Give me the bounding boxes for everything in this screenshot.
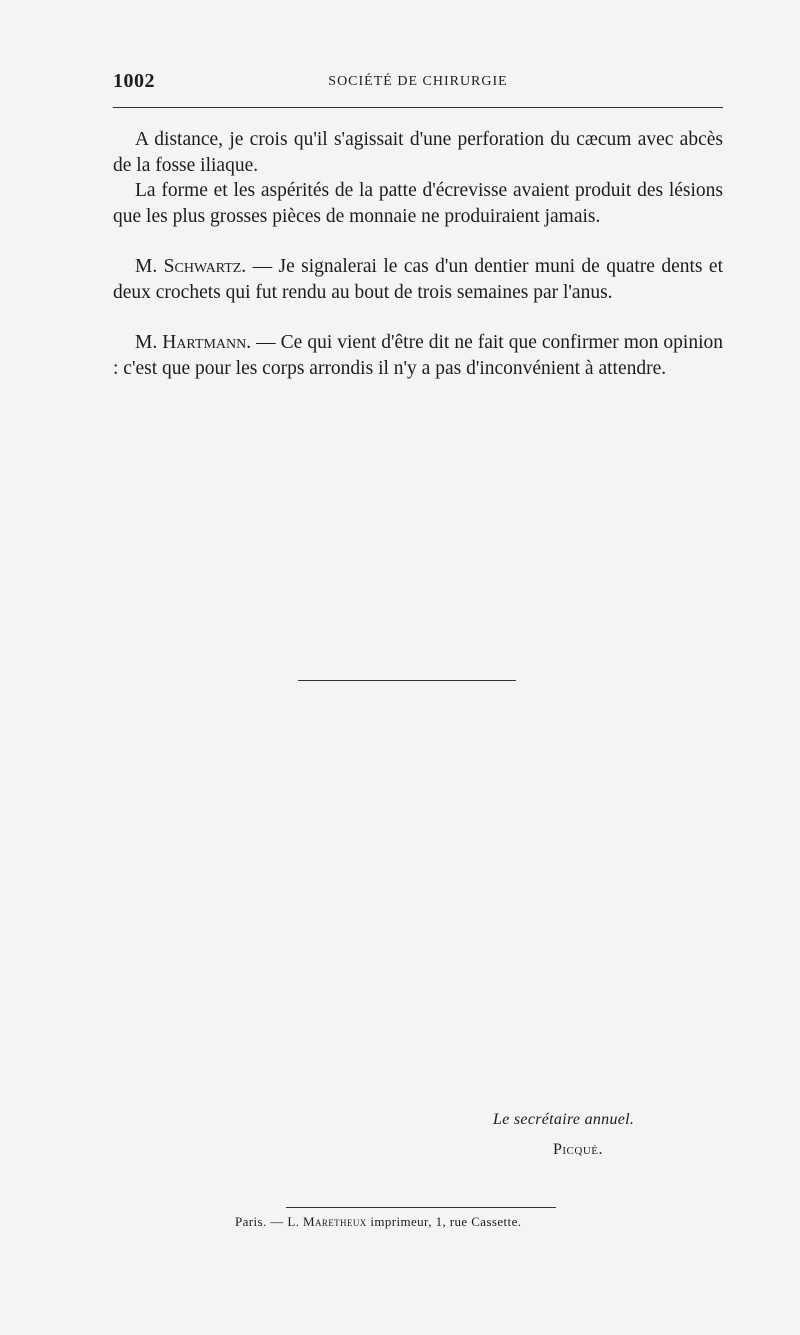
body-text [113,127,723,381]
speaker-prefix: M. [135,332,158,353]
imprint-prefix: Paris. — L. [235,1214,300,1229]
printer-imprint [235,1214,521,1230]
speaker-prefix: M. [135,256,158,277]
paragraph [113,178,723,229]
imprint-printer: Maretheux [303,1214,367,1229]
imprint-suffix: imprimeur, 1, rue Cassette. [370,1214,522,1229]
footer-rule [286,1207,556,1208]
paragraph-text: La forme et les aspérités de la patte d'écrevisse avaient produit des lésions que les plus grosses pièces de monnaie ne produiraient jamais. [113,180,723,227]
paragraph-hartmann [113,330,723,381]
paragraph-schwartz [113,254,723,305]
header-rule [113,107,723,108]
speaker-name: Schwartz. [163,256,247,277]
paragraph [113,127,723,178]
signature-name: Picqué. [553,1141,604,1158]
paragraph-text: — Je signalerai le cas d'un dentier muni de quatre dents et deux crochets qui fut rendu au bout de trois semaines par l'anus. [113,256,724,303]
section-divider [298,680,516,681]
page-header [113,70,723,96]
running-title: SOCIÉTÉ DE CHIRURGIE [328,74,508,89]
page-number: 1002 [113,70,155,92]
paragraph-text: A distance, je crois qu'il s'agissait d'une perforation du cæcum avec abcès de la fosse iliaque. [113,129,723,176]
speaker-name: Hartmann. [162,332,252,353]
paragraph-text: — Ce qui vient d'être dit ne fait que confirmer mon opinion : c'est que pour les corps arrondis il n'y a pas d'inconvénient à attendre. [113,332,724,379]
signature-role: Le secrétaire annuel. [493,1111,635,1128]
